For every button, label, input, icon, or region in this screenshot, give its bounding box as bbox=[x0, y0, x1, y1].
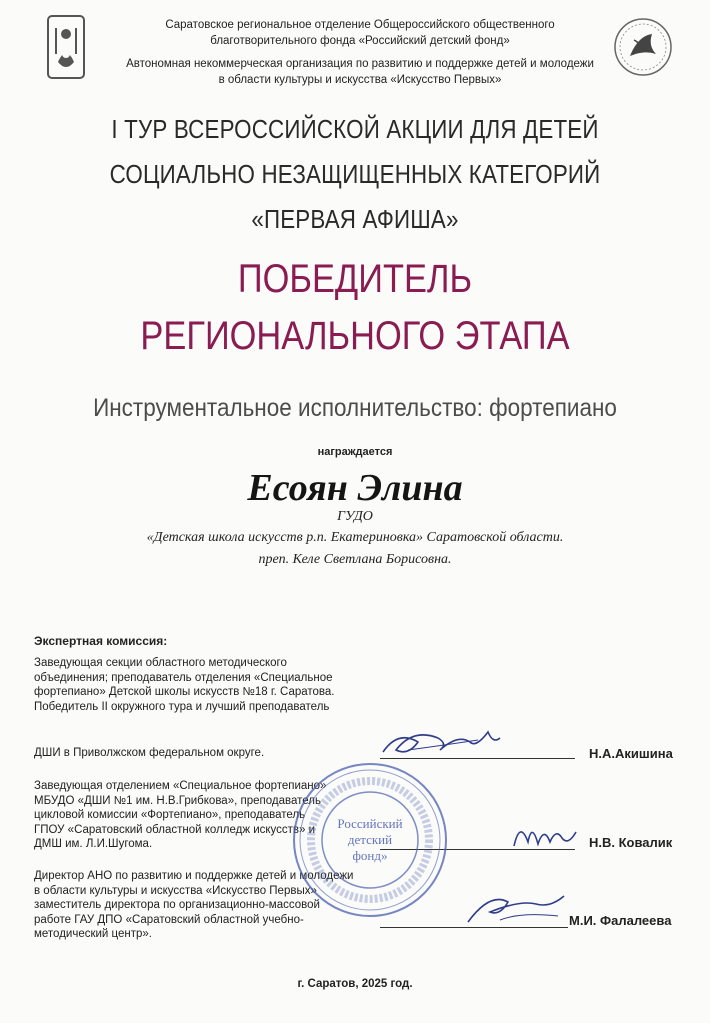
stamp-line-2: детский bbox=[347, 832, 393, 847]
stamp-center-text bbox=[316, 816, 424, 864]
committee-member-2 bbox=[34, 779, 326, 852]
member-1-line: объединения; преподаватель отделения «Специальное bbox=[34, 671, 333, 684]
stamp-line-1: Российский bbox=[337, 816, 403, 831]
title-line-3: «ПЕРВАЯ АФИША» bbox=[251, 204, 459, 234]
member-2-line: цикловой комиссии «Фортепиано», преподаватель bbox=[34, 809, 306, 821]
signature-3 bbox=[460, 882, 570, 930]
signer-3-name: М.И. Фалалеева bbox=[569, 913, 672, 928]
title-line-2: СОЦИАЛЬНО НЕЗАЩИЩЕННЫХ КАТЕГОРИЙ bbox=[109, 159, 601, 189]
signature-2 bbox=[510, 812, 580, 854]
member-1-line-last: ДШИ в Приволжском федеральном округе. bbox=[34, 747, 265, 759]
header-line-1: Саратовское региональное отделение Общероссийского общественного bbox=[165, 19, 555, 31]
committee-member-1 bbox=[34, 656, 335, 714]
awarded-label: награждается bbox=[317, 446, 393, 458]
member-3-line: методический центр». bbox=[34, 928, 153, 940]
header-line-4: в области культуры и искусства «Искусство Первых» bbox=[218, 74, 502, 86]
member-3-line: заместитель директора по организационно-массовой bbox=[34, 899, 320, 911]
recipient-institution: «Детская школа искусств р.п. Екатериновка» Саратовской области. bbox=[146, 530, 564, 545]
committee-heading: Экспертная комиссия: bbox=[34, 634, 168, 648]
winner-line-1: ПОБЕДИТЕЛЬ bbox=[237, 257, 473, 301]
member-1-line: Заведующая секции областного методического bbox=[34, 657, 287, 669]
childrens-fund-logo bbox=[44, 14, 88, 80]
member-1-line: фортепиано» Детской школы искусств №18 г. Саратова. bbox=[34, 686, 335, 698]
nomination: Инструментальное исполнительство: фортепиано bbox=[93, 394, 617, 422]
header-line-3: Автономная некоммерческая организация по развитию и поддержке детей и молодежи bbox=[126, 58, 594, 70]
footer-city-year: г. Саратов, 2025 год. bbox=[297, 978, 413, 990]
signature-1 bbox=[378, 720, 508, 765]
header-line-2: благотворительного фонда «Российский детский фонд» bbox=[210, 35, 510, 47]
member-2-line: Заведующая отделением «Специальное фортепиано» bbox=[34, 780, 327, 792]
stamp-line-3: фонд» bbox=[352, 848, 388, 863]
title-line-1: I ТУР ВСЕРОССИЙСКОЙ АКЦИИ ДЛЯ ДЕТЕЙ bbox=[111, 114, 599, 144]
member-1-line: Победитель II окружного тура и лучший преподаватель bbox=[34, 700, 330, 713]
signer-1-name: Н.А.Акишина bbox=[589, 746, 673, 761]
recipient-name: Есоян Элина bbox=[247, 467, 463, 509]
member-2-line: ДМШ им. Л.И.Шугома. bbox=[34, 838, 153, 850]
winner-line-2: РЕГИОНАЛЬНОГО ЭТАПА bbox=[140, 314, 570, 358]
member-2-line: МБУДО «ДШИ №1 им. Н.В.Грибкова», преподаватель bbox=[34, 794, 321, 807]
member-3-line: в области культуры и искусства «Искусство Первых» bbox=[34, 884, 317, 897]
member-2-line: ГПОУ «Саратовский областной колледж искусств» и bbox=[34, 823, 316, 836]
recipient-org-type: ГУДО bbox=[337, 509, 373, 524]
signer-2-name: Н.В. Ковалик bbox=[589, 835, 673, 850]
recipient-teacher: преп. Келе Светлана Борисовна. bbox=[258, 552, 452, 567]
member-3-line: работе ГАУ ДПО «Саратовский областной учебно- bbox=[34, 913, 304, 926]
member-3-line: Директор АНО по развитию и поддержке детей и молодежи bbox=[34, 870, 354, 882]
